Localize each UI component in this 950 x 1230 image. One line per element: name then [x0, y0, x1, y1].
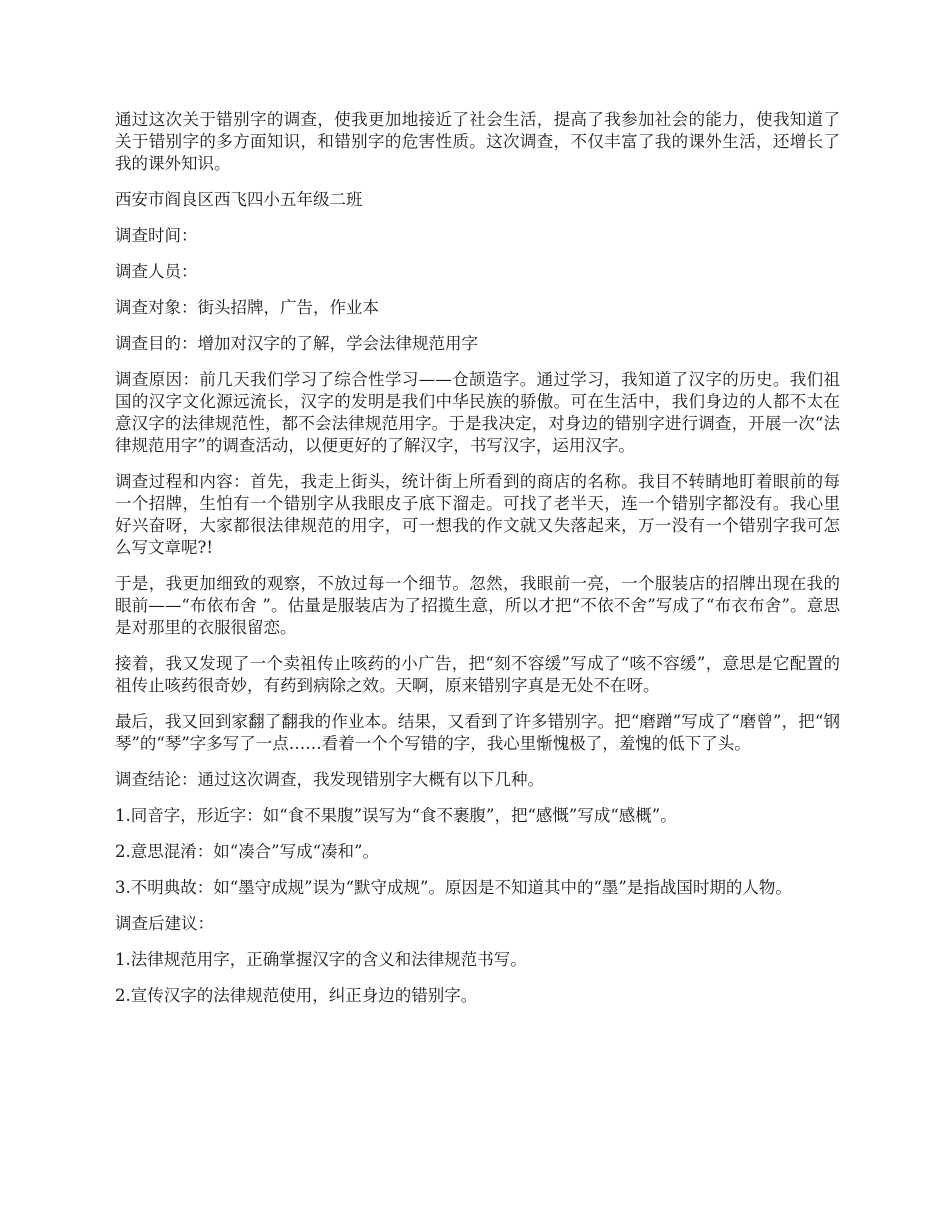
conclusion-item: 1.同音字，形近字：如“食不果腹”误写为“食不裹腹”，把“感慨”写成“感概”。: [115, 806, 677, 825]
suggestion-item: 2.宣传汉字的法律规范使用，纠正身边的错别字。: [115, 986, 478, 1005]
body-paragraph: 接着，我又发现了一个卖祖传止咳药的小广告，把“刻不容缓”写成了“咳不容缓”，意思是它配置的祖传止咳药很奇妙，有药到病除之效。天啊，原来错别字真是无处不在呀。: [115, 654, 840, 695]
survey-reason: 调查原因：前几天我们学习了综合性学习——仓颉造字。通过学习，我知道了汉字的历史。我们祖国的汉字文化源远流长，汉字的发明是我们中华民族的骄傲。可在生活中，我们身边的人都不太在意汉字的法律规范性，都不会法律规范用字。于是我决定，对身边的错别字进行调查，开展一次“法律规范用字”的调查活动，以便更好的了解汉字，书写汉字，运用汉字。: [115, 370, 840, 455]
survey-conclusion: 调查结论：通过这次调查，我发现错别字大概有以下几种。: [115, 770, 544, 789]
survey-process: 调查过程和内容：首先，我走上街头，统计街上所看到的商店的名称。我目不转睛地盯着眼前的每一个招牌，生怕有一个错别字从我眼皮子底下溜走。可找了老半天，连一个错别字都没有。我心里好兴奋呀，大家都很法律规范的用字，可一想我的作文就又失落起来，万一没有一个错别字我可怎么写文章呢?!: [115, 472, 840, 557]
conclusion-item: 3.不明典故：如“墨守成规”误为“默守成规”。原因是不知道其中的“墨”是指战国时期的人物。: [115, 878, 792, 897]
document-body: [115, 109, 840, 1021]
survey-members: 调查人员：: [115, 262, 198, 281]
body-paragraph: 于是，我更加细致的观察，不放过每一个细节。忽然，我眼前一亮，一个服装店的招牌出现在我的眼前——“布依布舍 ”。估量是服装店为了招揽生意，所以才把“不依不舍”写成了“布衣布舍”。意思是对那里的衣服很留恋。: [115, 574, 840, 637]
conclusion-item: 2.意思混淆：如“凑合”写成“凑和”。: [115, 842, 379, 861]
survey-objects: 调查对象：街头招牌，广告，作业本: [115, 298, 379, 317]
survey-time: 调查时间：: [115, 226, 198, 245]
class-name: 西安市阎良区西飞四小五年级二班: [115, 190, 363, 209]
survey-purpose: 调查目的：增加对汉字的了解，学会法律规范用字: [115, 334, 478, 353]
suggestions-heading: 调查后建议：: [115, 914, 214, 933]
suggestion-item: 1.法律规范用字，正确掌握汉字的含义和法律规范书写。: [115, 950, 527, 969]
intro-paragraph: 通过这次关于错别字的调查，使我更加地接近了社会生活，提高了我参加社会的能力，使我知道了关于错别字的多方面知识，和错别字的危害性质。这次调查，不仅丰富了我的课外生活，还增长了我的课外知识。: [115, 110, 840, 173]
body-paragraph: 最后，我又回到家翻了翻我的作业本。结果，又看到了许多错别字。把“磨蹭”写成了“磨曾”，把“钢琴”的“琴”字多写了一点……看着一个个写错的字，我心里惭愧极了，羞愧的低下了头。: [115, 712, 840, 753]
